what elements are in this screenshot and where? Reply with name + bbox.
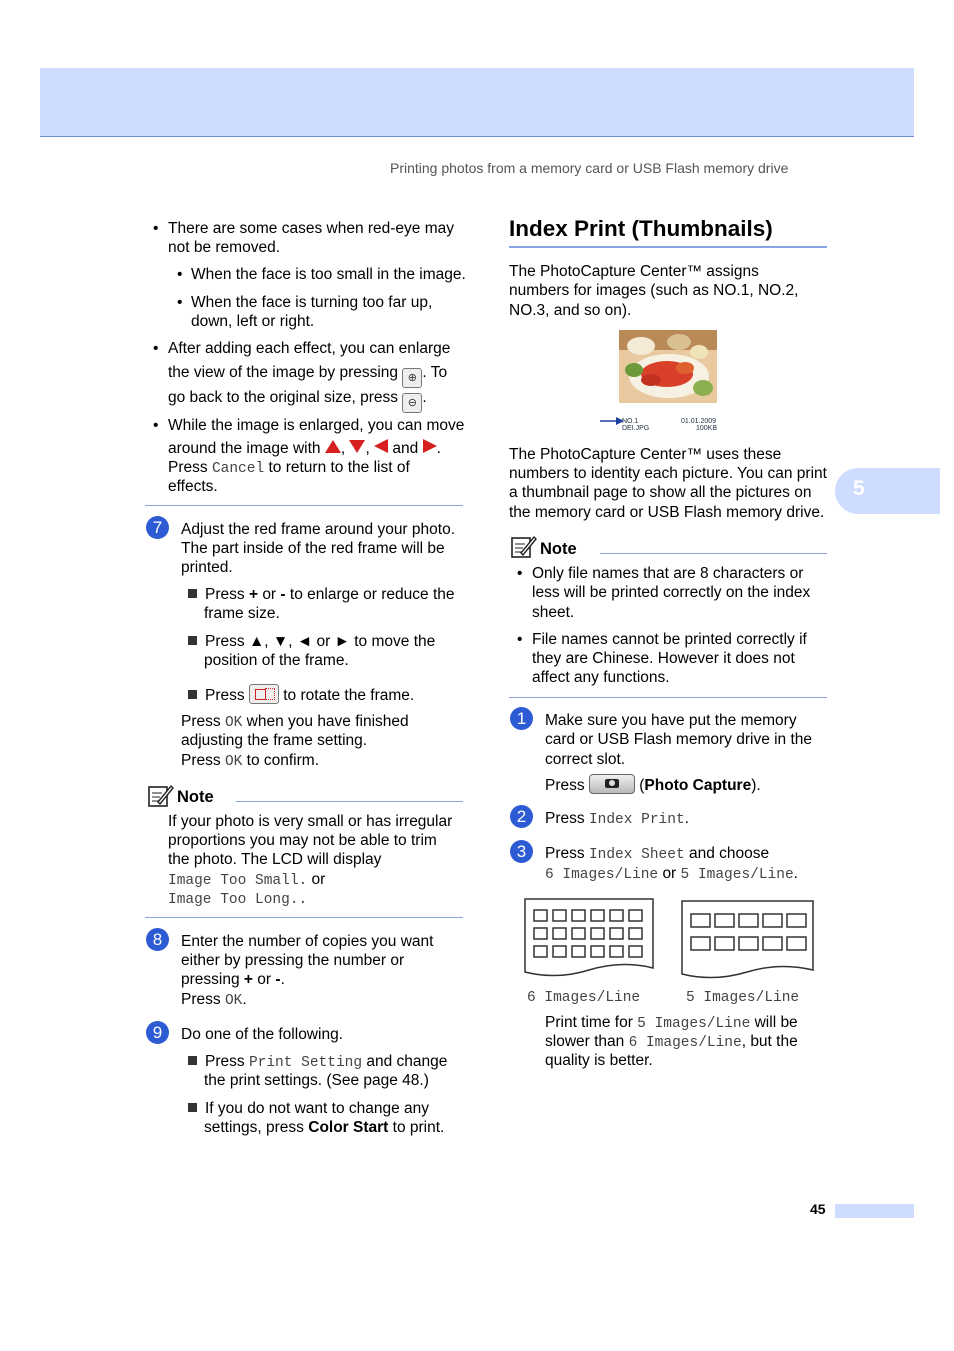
body-text: a thumbnail page to show all the pictures on — [509, 484, 812, 501]
note-text: File names cannot be printed correctly if — [532, 631, 807, 648]
thumbnail-slot — [572, 910, 585, 921]
sub-item — [188, 684, 414, 706]
note-text — [168, 889, 307, 911]
thumb-date: 01.01.2009 — [681, 418, 717, 425]
sub-item — [188, 1099, 429, 1119]
thumb-size: 100KB — [696, 425, 718, 432]
thumbnail-slot — [534, 910, 547, 921]
thumbnail-slot — [591, 910, 604, 921]
step-text: Adjust the red frame around your photo. — [181, 521, 455, 538]
thumbnail-slot — [553, 946, 566, 957]
lcd-text: 5 Images/Line — [637, 1016, 751, 1032]
arrow-up-icon — [325, 440, 341, 453]
bullet-text: There are some cases when red-eye may — [168, 220, 455, 237]
step-text: Do one of the following. — [181, 1026, 343, 1043]
bullet-dot: • — [177, 266, 183, 283]
step-text — [545, 864, 798, 886]
note-pencil-icon — [511, 535, 537, 559]
divider — [509, 697, 827, 698]
thumbnail-photo — [619, 330, 717, 403]
square-bullet-icon — [188, 589, 197, 598]
text: and choose — [688, 845, 770, 862]
text: Press — [205, 1053, 245, 1070]
thumbnail-slot — [534, 928, 547, 939]
body-text: quality is better. — [545, 1052, 653, 1069]
thumbnail-slot — [629, 946, 642, 957]
page-number-bar — [835, 1204, 914, 1218]
lcd-text: Image Too Long.. — [168, 892, 308, 908]
note-pencil-icon — [148, 784, 174, 808]
text: or — [662, 865, 677, 882]
step-text: card or USB Flash memory drive in the — [545, 731, 813, 748]
note-text: less will be printed correctly on the index — [532, 584, 811, 601]
bullet-text-line — [168, 388, 427, 413]
thumbnail-slot — [534, 946, 547, 957]
intro-text: NO.3, and so on). — [509, 302, 632, 319]
body-text: the memory card or USB Flash memory drive. — [509, 504, 825, 521]
thumbnail-slot — [763, 914, 782, 927]
step-text: The part inside of the red frame will be — [181, 540, 445, 557]
sub-item-text: the print settings. (See page 48.) — [204, 1072, 429, 1089]
bullet-text: While the image is enlarged, you can move — [168, 417, 465, 434]
sub-bullet-text: When the face is turning too far up, — [191, 294, 433, 311]
square-bullet-icon — [188, 1103, 197, 1112]
thumbnail-slot — [572, 946, 585, 957]
square-bullet-icon — [188, 1056, 197, 1065]
thumbnail-slot — [787, 914, 806, 927]
divider — [145, 917, 463, 918]
note-label: Note — [177, 788, 214, 806]
lcd-text: 5 Images/Line — [680, 867, 794, 883]
running-header: Printing photos from a memory card or USB Flash memory drive — [390, 160, 789, 176]
lcd-text: Image Too Small. — [168, 873, 308, 889]
zoom-in-icon: ⊕ — [402, 368, 422, 388]
text: slower than — [545, 1033, 625, 1050]
thumbnail-slot — [691, 937, 710, 950]
text: Press — [168, 459, 208, 476]
text: . — [280, 971, 285, 988]
step-text — [545, 774, 761, 796]
text: , but the — [741, 1033, 798, 1050]
text: . — [436, 440, 441, 457]
intro-text: numbers for images (such as NO.1, NO.2, — [509, 282, 799, 299]
five-per-line-sheet — [681, 900, 814, 984]
step-text — [545, 844, 769, 866]
pointer-arrow-icon — [600, 417, 624, 425]
sub-item-text — [204, 1118, 444, 1138]
note-text: If your photo is very small or has irregular — [168, 813, 453, 830]
step-text: correct slot. — [545, 751, 626, 768]
text: . — [422, 389, 427, 406]
step-number-8: 8 — [146, 928, 169, 951]
minus-key: - — [275, 971, 281, 988]
text: Press — [205, 633, 245, 650]
bullet-text: After adding each effect, you can enlarge — [168, 340, 451, 357]
text: . — [242, 991, 247, 1008]
thumbnail-slot — [715, 937, 734, 950]
text: to enlarge or reduce the — [289, 586, 455, 603]
lcd-text: Index Sheet — [588, 847, 685, 863]
text: when you have finished — [246, 713, 409, 730]
text: Press — [205, 586, 245, 603]
step-text — [181, 970, 285, 990]
step-number-7: 7 — [146, 516, 169, 539]
plus-key: + — [248, 586, 258, 603]
text: . — [684, 810, 689, 827]
divider — [600, 553, 827, 554]
minus-key: - — [280, 586, 286, 603]
bullet-dot: • — [517, 565, 523, 582]
bullet-text-line — [168, 439, 441, 459]
text: to print. — [392, 1119, 445, 1136]
text: Press — [205, 687, 245, 704]
step-text: Make sure you have put the memory — [545, 712, 797, 729]
thumbnail-slot — [629, 910, 642, 921]
step-text: printed. — [181, 559, 233, 576]
text: Print time for — [545, 1014, 633, 1031]
sub-item — [188, 585, 455, 605]
thumbnail-slot — [610, 910, 623, 921]
text: will be — [754, 1014, 798, 1031]
divider — [236, 801, 463, 802]
text: or — [257, 971, 272, 988]
square-bullet-icon — [188, 636, 197, 645]
header-band — [40, 68, 914, 137]
bullet-dot: • — [153, 220, 159, 237]
text: the view of the image by pressing — [168, 364, 399, 381]
lcd-text: Cancel — [211, 461, 265, 477]
text: to return to the list of — [268, 459, 410, 476]
bullet-text: effects. — [168, 478, 218, 495]
thumb-filename: DEI.JPG — [622, 425, 650, 432]
note-label: Note — [540, 540, 577, 558]
arrow-left-icon — [374, 439, 388, 453]
lcd-text: OK — [224, 754, 243, 770]
thumbnail-slot — [739, 937, 758, 950]
text: Press — [545, 777, 585, 794]
five-per-line-caption: 5 Images/Line — [686, 990, 800, 1006]
intro-text: The PhotoCapture Center™ assigns — [509, 263, 759, 280]
text: ). — [751, 777, 761, 794]
note-text: the photo. The LCD will display — [168, 851, 382, 868]
six-per-line-sheet — [524, 898, 654, 982]
lcd-text: Print Setting — [248, 1055, 363, 1071]
text: or — [262, 586, 277, 603]
step-text — [181, 990, 247, 1012]
bullet-dot: • — [153, 417, 159, 434]
step-number-1: 1 — [510, 707, 533, 730]
text: and change — [366, 1053, 448, 1070]
thumbnail-slot — [553, 910, 566, 921]
thumbnail-slot — [715, 914, 734, 927]
text: Press — [181, 991, 221, 1008]
thumbnail-slot — [610, 928, 623, 939]
text: settings, press — [204, 1119, 304, 1136]
text: . — [793, 865, 798, 882]
text: Press — [545, 810, 585, 827]
sub-bullet-text: down, left or right. — [191, 313, 315, 330]
thumbnail-slot — [572, 928, 585, 939]
thumbnail-slot — [610, 946, 623, 957]
lcd-text: Index Print — [588, 812, 685, 828]
step-text: either by pressing the number or — [181, 952, 405, 969]
section-title: Index Print (Thumbnails) — [509, 216, 773, 241]
divider — [145, 505, 463, 506]
square-bullet-icon — [188, 690, 197, 699]
step-text — [545, 809, 689, 831]
text: ( — [639, 777, 645, 794]
camera-button-icon — [589, 774, 635, 794]
chapter-tab — [835, 468, 940, 514]
text: go back to the original size, press — [168, 389, 399, 406]
lcd-text: OK — [224, 993, 243, 1009]
bullet-dot: • — [153, 340, 159, 357]
text: If you do not want to change any — [205, 1100, 430, 1117]
text: , — [340, 440, 346, 457]
text: Press — [181, 752, 221, 769]
note-text: affect any functions. — [532, 669, 670, 686]
chapter-number: 5 — [853, 477, 865, 500]
step-number-3: 3 — [510, 840, 533, 863]
bullet-text: not be removed. — [168, 239, 281, 256]
text: Press — [181, 713, 221, 730]
thumbnail-slot — [739, 914, 758, 927]
note-text: sheet. — [532, 604, 575, 621]
step-text: Enter the number of copies you want — [181, 933, 434, 950]
step-number-9: 9 — [146, 1021, 169, 1044]
step-text: adjusting the frame setting. — [181, 732, 368, 749]
color-start-key: Color Start — [308, 1119, 389, 1136]
text: Press — [545, 845, 585, 862]
note-text: Only file names that are 8 characters or — [532, 565, 804, 582]
arrow-keys: ▲, ▼, ◄ or ► — [248, 633, 350, 650]
sub-item-text: position of the frame. — [204, 652, 349, 669]
sub-bullet-text: When the face is too small in the image. — [191, 266, 466, 283]
thumbnail-slot — [591, 946, 604, 957]
thumb-number: NO.1 — [622, 418, 639, 425]
arrow-right-icon — [423, 439, 437, 453]
arrow-down-icon — [349, 440, 365, 453]
text: to move the — [354, 633, 436, 650]
text: around the image with — [168, 440, 321, 457]
note-text: proportions you may not be able to trim — [168, 832, 437, 849]
rotate-frame-icon — [249, 684, 279, 704]
lcd-text: 6 Images/Line — [545, 867, 659, 883]
bullet-dot: • — [517, 631, 523, 648]
title-underline — [509, 246, 827, 248]
thumbnail-slot — [591, 928, 604, 939]
text: pressing — [181, 971, 240, 988]
bullet-dot: • — [177, 294, 183, 311]
thumbnail-slot — [763, 937, 782, 950]
photo-capture-key: Photo Capture — [644, 777, 752, 794]
sub-item-text: frame size. — [204, 605, 280, 622]
text: . To — [422, 364, 448, 381]
six-per-line-caption: 6 Images/Line — [527, 990, 641, 1006]
step-text — [181, 751, 319, 773]
text: or — [311, 871, 326, 888]
note-text: they are Chinese. However it does not — [532, 650, 795, 667]
lcd-text: OK — [224, 715, 243, 731]
thumbnail-slot — [553, 928, 566, 939]
thumbnail-slot — [787, 937, 806, 950]
plus-key: + — [243, 971, 253, 988]
bullet-text-line — [168, 363, 447, 388]
page-number: 45 — [810, 1201, 826, 1217]
text: and — [392, 440, 419, 457]
zoom-out-icon: ⊖ — [402, 393, 422, 413]
text: to rotate the frame. — [283, 687, 415, 704]
body-text: numbers to identity each picture. You can print — [509, 465, 827, 482]
text: to confirm. — [246, 752, 320, 769]
lcd-text: 6 Images/Line — [628, 1035, 742, 1051]
body-text: The PhotoCapture Center™ uses these — [509, 446, 782, 463]
thumbnail-slot — [629, 928, 642, 939]
thumbnail-slot — [691, 914, 710, 927]
sub-item — [188, 632, 435, 652]
step-number-2: 2 — [510, 805, 533, 828]
text: , — [365, 440, 370, 457]
